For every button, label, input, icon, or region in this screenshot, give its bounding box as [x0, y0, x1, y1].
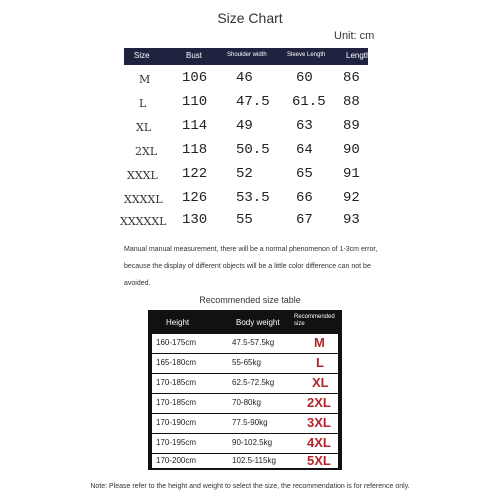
header-shoulder-width: Shoulder width [227, 52, 267, 58]
weight-cell: 77.5-90kg [232, 418, 268, 427]
header-length: Length [346, 51, 371, 60]
recommended-row [152, 334, 338, 353]
measurement-note: Manual manual measurement, there will be a normal phenomenon of 1-3cm error, because the display of different objects will be a little color difference can not be avoided. [124, 246, 378, 287]
bust-cell: 106 [182, 70, 208, 86]
bust-cell: 122 [182, 166, 208, 182]
weight-cell: 55-65kg [232, 358, 261, 367]
height-cell: 165-180cm [156, 358, 197, 367]
footer-note: Note: Please refer to the height and weight to select the size, the recommendation is for reference only. [90, 483, 410, 490]
size-cell: XL [136, 121, 152, 134]
shoulder-cell: 55 [236, 212, 253, 228]
size-row [124, 142, 374, 164]
sleeve-cell: 65 [296, 166, 313, 182]
weight-cell: 47.5-57.5kg [232, 338, 275, 347]
recommended-row [152, 454, 338, 468]
length-cell: 90 [343, 142, 360, 158]
bust-cell: 110 [182, 94, 208, 110]
size-row [124, 166, 374, 188]
weight-cell: 62.5-72.5kg [232, 378, 275, 387]
header-size: Size [134, 51, 150, 60]
weight-cell: 90-102.5kg [232, 438, 273, 447]
header-bust: Bust [186, 51, 203, 60]
bust-cell: 130 [182, 212, 208, 228]
size-cell: 5XL [307, 453, 331, 468]
sleeve-cell: 67 [296, 212, 313, 228]
sleeve-cell: 66 [296, 190, 313, 206]
size-cell: 2XL [135, 145, 158, 158]
bust-cell: 114 [182, 118, 208, 134]
header-body-weight: Body weight [236, 318, 280, 327]
length-cell: 88 [343, 94, 360, 110]
height-cell: 170-185cm [156, 398, 197, 407]
recommended-row [152, 414, 338, 433]
size-row [124, 190, 374, 212]
header-height: Height [166, 318, 190, 327]
recommended-row [152, 374, 338, 393]
size-row [124, 70, 374, 92]
size-row [124, 118, 374, 140]
shoulder-cell: 50.5 [236, 142, 270, 158]
size-cell: XL [312, 375, 329, 390]
height-cell: 170-185cm [156, 378, 197, 387]
sleeve-cell: 60 [296, 70, 313, 86]
size-row [120, 212, 374, 234]
size-cell: XXXXL [124, 193, 163, 206]
bust-cell: 118 [182, 142, 208, 158]
length-cell: 93 [343, 212, 360, 228]
size-cell: 2XL [307, 395, 331, 410]
size-row [124, 94, 374, 116]
recommended-row [152, 434, 338, 453]
recommended-row [152, 394, 338, 413]
header-sleeve-length: Sleeve Length [287, 52, 326, 58]
recommended-header [152, 313, 338, 332]
shoulder-cell: 53.5 [236, 190, 270, 206]
weight-cell: 70-80kg [232, 398, 261, 407]
shoulder-cell: 46 [236, 70, 253, 86]
sleeve-cell: 61.5 [292, 94, 326, 110]
height-cell: 160-175cm [156, 338, 197, 347]
shoulder-cell: 52 [236, 166, 253, 182]
height-cell: 170-190cm [156, 418, 197, 427]
sleeve-cell: 64 [296, 142, 313, 158]
size-cell: 3XL [307, 415, 331, 430]
size-cell: L [316, 355, 324, 370]
size-cell: 4XL [307, 435, 331, 450]
height-cell: 170-200cm [156, 456, 197, 465]
length-cell: 91 [343, 166, 360, 182]
shoulder-cell: 49 [236, 118, 253, 134]
weight-cell: 102.5-115kg [232, 456, 276, 465]
size-cell: XXXL [127, 169, 158, 182]
unit-label: Unit: cm [334, 30, 375, 42]
chart-title: Size Chart [217, 10, 283, 26]
recommended-row [152, 354, 338, 373]
size-cell: M [314, 335, 325, 350]
shoulder-cell: 47.5 [236, 94, 270, 110]
length-cell: 92 [343, 190, 360, 206]
bust-cell: 126 [182, 190, 208, 206]
length-cell: 86 [343, 70, 360, 86]
size-cell: L [139, 97, 147, 110]
size-chart-header [124, 48, 371, 65]
header-recommended-size: Recommended size [294, 314, 335, 327]
height-cell: 170-195cm [156, 438, 197, 447]
recommended-title: Recommended size table [199, 295, 301, 305]
sleeve-cell: 63 [296, 118, 313, 134]
size-cell: XXXXXL [120, 215, 167, 228]
length-cell: 89 [343, 118, 360, 134]
size-cell: M [139, 73, 151, 86]
